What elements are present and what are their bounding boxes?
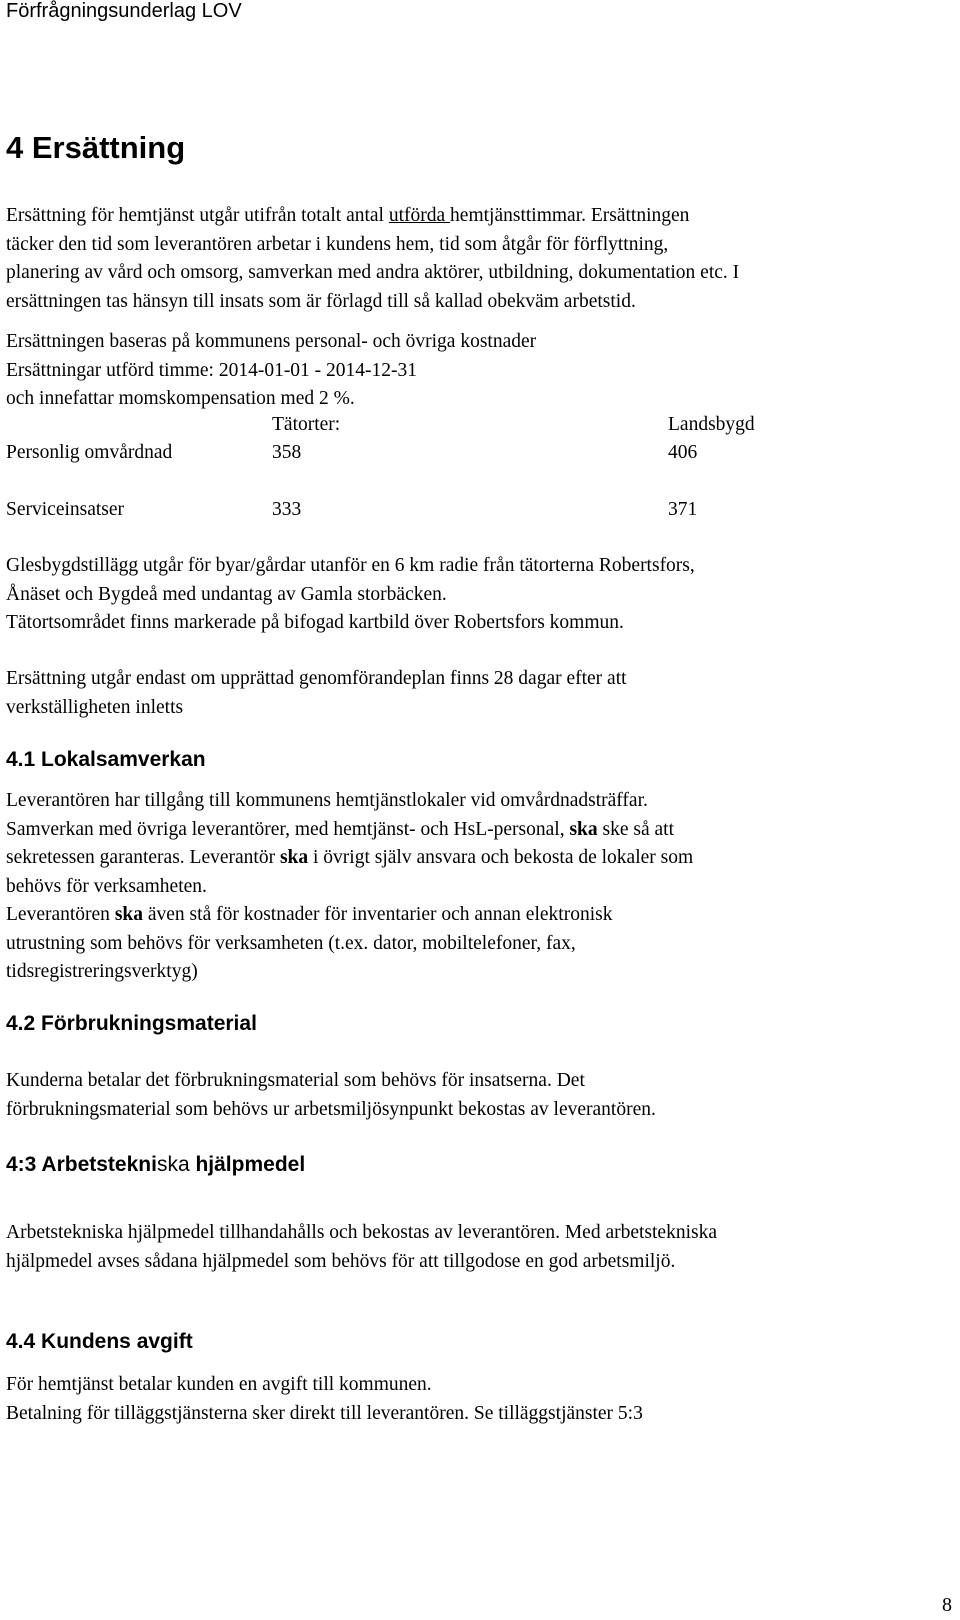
section-text: även stå för kostnader för inventarier och annan elektronisk <box>143 904 613 925</box>
basis-line: Ersättningar utförd timme: 2014-01-01 - 2014-12-31 <box>6 359 418 381</box>
section-4-4-body <box>6 1371 643 1428</box>
heading-part: ska <box>156 1153 190 1176</box>
section-line: Betalning för tilläggstjänsterna sker direkt till leverantören. Se tilläggstjänster 5:3 <box>6 1402 643 1424</box>
section-text: sekretessen garanteras. Leverantör <box>6 847 280 868</box>
section-line: För hemtjänst betalar kunden en avgift till kommunen. <box>6 1374 432 1395</box>
rates-row-value: 406 <box>668 442 698 463</box>
section-line: tidsregistreringsverktyg) <box>6 961 198 982</box>
section-heading-4-1: 4.1 Lokalsamverkan <box>6 748 206 771</box>
rates-row-value: 371 <box>668 499 698 520</box>
basis-paragraph <box>6 328 536 414</box>
rates-row-label: Serviceinsatser <box>6 499 125 520</box>
heading-part: hjälpmedel <box>189 1153 306 1176</box>
section-heading-4-4: 4.4 Kundens avgift <box>6 1330 193 1353</box>
rural-paragraph <box>6 552 695 638</box>
page-title: 4 Ersättning <box>6 130 186 165</box>
rates-row-label: Personlig omvårdnad <box>6 442 173 463</box>
page-number: 8 <box>942 1594 952 1616</box>
section-line: Leverantören har tillgång till kommunens hemtjänstlokaler vid omvårdnadsträffar. <box>6 790 648 811</box>
section-heading-4-2: 4.2 Förbrukningsmaterial <box>6 1012 257 1035</box>
intro-line: täcker den tid som leverantören arbetar i kundens hem, tid som åtgår för förflyttning, <box>6 233 669 255</box>
section-text: Leverantören <box>6 904 115 925</box>
bold-word: ska <box>569 818 598 840</box>
underlined-word: utförda <box>388 205 451 226</box>
plan-line: verkställigheten inletts <box>6 696 184 718</box>
section-text: ske så att <box>597 818 674 840</box>
rates-row-value: 358 <box>272 442 302 463</box>
intro-text: hemtjänsttimmar. Ersättningen <box>450 205 690 226</box>
bold-word: ska <box>279 847 309 868</box>
rates-header-col1: Tätorter: <box>272 414 341 435</box>
intro-line: planering av vård och omsorg, samverkan med andra aktörer, utbildning, dokumentation etc. I <box>6 262 740 283</box>
section-text: Samverkan med övriga leverantörer, med hemtjänst- och HsL-personal, <box>6 818 570 840</box>
intro-text: Ersättning för hemtjänst utgår utifrån totalt antal <box>6 205 389 226</box>
heading-part: 4:3 Arbetstekni <box>6 1153 157 1176</box>
section-line: förbrukningsmaterial som behövs ur arbetsmiljösynpunkt bekostas av leverantören. <box>6 1098 656 1120</box>
plan-line: Ersättning utgår endast om upprättad genomförandeplan finns 28 dagar efter att <box>6 668 627 689</box>
section-heading-4-3 <box>6 1153 305 1177</box>
intro-paragraph <box>6 202 739 316</box>
section-line: behövs för verksamheten. <box>6 875 207 897</box>
rates-header-col2: Landsbygd <box>668 414 755 435</box>
intro-line: ersättningen tas hänsyn till insats som är förlagd till så kallad obekväm arbetstid. <box>6 290 636 312</box>
rural-line: Ånäset och Bygdeå med undantag av Gamla storbäcken. <box>6 583 447 605</box>
section-line: hjälpmedel avses sådana hjälpmedel som behövs för att tillgodose en god arbetsmiljö. <box>6 1250 676 1272</box>
section-line: Arbetstekniska hjälpmedel tillhandahålls och bekostas av leverantören. Med arbetstekniska <box>6 1222 717 1243</box>
section-line: utrustning som behövs för verksamheten (t.ex. dator, mobiltelefoner, fax, <box>6 932 576 954</box>
running-header: Förfrågningsunderlag LOV <box>6 0 242 22</box>
basis-line: Ersättningen baseras på kommunens personal- och övriga kostnader <box>6 331 537 352</box>
plan-paragraph <box>6 665 627 722</box>
section-4-2-body <box>6 1067 656 1124</box>
rural-line: Glesbygdstillägg utgår för byar/gårdar utanför en 6 km radie från tätorterna Robertsfors, <box>6 555 695 576</box>
basis-line: och innefattar momskompensation med 2 %. <box>6 388 355 409</box>
section-4-1-body <box>6 787 693 987</box>
section-text: i övrigt själv ansvara och bekosta de lokaler som <box>308 847 694 868</box>
section-4-3-body <box>6 1219 717 1276</box>
bold-word: ska <box>114 904 143 925</box>
rural-line: Tätortsområdet finns markerade på bifogad kartbild över Robertsfors kommun. <box>6 612 624 633</box>
rates-row-value: 333 <box>272 499 302 520</box>
section-line: Kunderna betalar det förbrukningsmaterial som behövs för insatserna. Det <box>6 1070 585 1091</box>
